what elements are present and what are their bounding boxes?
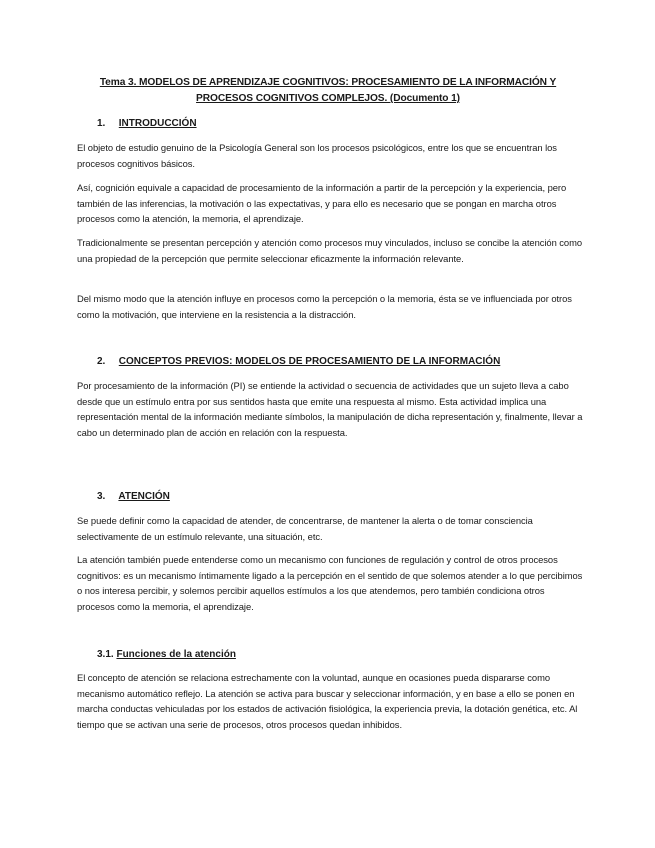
paragraph: Del mismo modo que la atención influye en procesos como la percepción o la memoria, ésta se ve influenciada por otros como la motivación, que interviene en la resistencia a la distracción. <box>77 293 572 320</box>
paragraph: El objeto de estudio genuino de la Psicología General son los procesos psicológicos, entre los que se encuentran los procesos cognitivos básicos. <box>77 142 557 169</box>
section-title: Funciones de la atención <box>116 649 236 660</box>
section-heading-atencion <box>97 490 170 504</box>
subsection-heading-funciones <box>97 648 236 662</box>
section-title: CONCEPTOS PREVIOS: MODELOS DE PROCESAMIENTO DE LA INFORMACIÓN <box>118 356 501 367</box>
paragraph: Por procesamiento de la información (PI) se entiende la actividad o secuencia de actividades que un sujeto lleva a cabo desde que un estímulo entra por sus sentidos hasta que emite una respuesta al mismo. Esta actividad implica una representación mental de la información mediante símbolos, la manipulación de dicha representación y, finalmente, llevar a cabo un determinado plan de acción en relación con la respuesta. <box>77 380 583 438</box>
section-number: 1. <box>97 118 106 129</box>
section-heading-conceptos-previos <box>97 355 500 369</box>
document-title: Tema 3. MODELOS DE APRENDIZAJE COGNITIVOS: PROCESAMIENTO DE LA INFORMACIÓN Y PROCESOS COGNITIVOS COMPLEJOS. (Documento 1) <box>99 77 557 104</box>
paragraph: El concepto de atención se relaciona estrechamente con la voluntad, aunque en ocasiones pueda dispararse como mecanismo automático reflejo. La atención se activa para buscar y seleccionar información, y en base a ello se ponen en marcha conductas vehiculadas por los estados de activación fisiológica, la experiencia previa, la dotación genética, etc. Al tiempo que se activan una serie de procesos, otros procesos quedan inhibidos. <box>77 672 578 730</box>
section-number: 3.1. <box>97 649 114 660</box>
paragraph: Se puede definir como la capacidad de atender, de concentrarse, de mantener la alerta o de tomar consciencia selectivamente de un estímulo relevante, una situación, etc. <box>77 515 533 542</box>
paragraph: Tradicionalmente se presentan percepción y atención como procesos muy vinculados, incluso se concibe la atención como una propiedad de la percepción que permite seleccionar eficazmente la información relevante. <box>77 237 583 264</box>
section-number: 3. <box>97 491 106 502</box>
section-title: ATENCIÓN <box>118 491 170 502</box>
section-heading-introduccion <box>97 117 197 131</box>
paragraph: Así, cognición equivale a capacidad de procesamiento de la información a partir de la percepción y la experiencia, pero también de las inferencias, la motivación o las expectativas, y para ello es necesario que se pongan en marcha otros procesos como la atención, la memoria, el aprendizaje. <box>77 182 567 225</box>
paragraph: La atención también puede entenderse como un mecanismo con funciones de regulación y control de otros procesos cognitivos: es un mecanismo íntimamente ligado a la percepción en el sentido de que solemos atender a lo que percibimos o nos interesa percibir, y solemos percibir aquellos estímulos a los que atendemos, pero también condiciona otros procesos como la memoria, el aprendizaje. <box>77 554 583 612</box>
section-number: 2. <box>97 356 106 367</box>
section-title: INTRODUCCIÓN <box>118 118 197 129</box>
